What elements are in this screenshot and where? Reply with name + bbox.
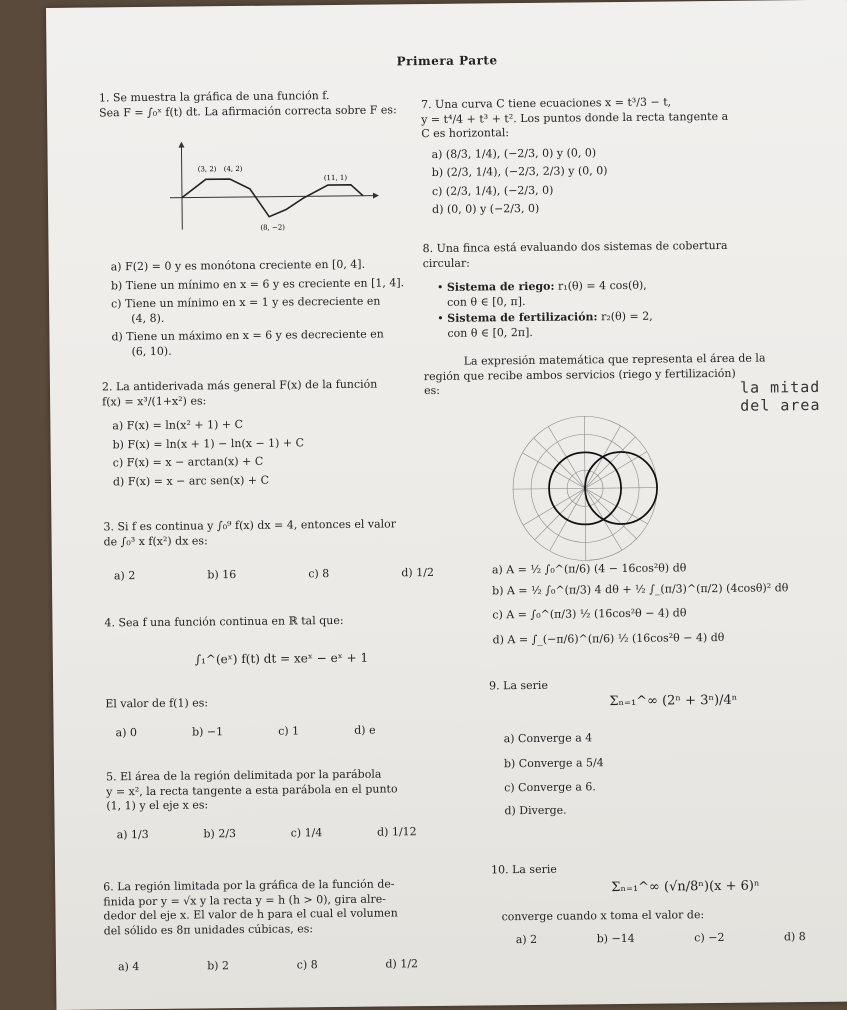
q5-option-a[interactable]: a) 1/3 xyxy=(116,827,149,841)
q7-stem-2: y = t⁴/4 + t³ + t². Los puntos donde la recta tangente a xyxy=(421,109,729,126)
q6-option-b[interactable]: b) 2 xyxy=(207,959,230,973)
q6-stem: 6. La región limitada por la gráfica de la función de- xyxy=(103,877,395,894)
question-10 xyxy=(491,860,822,947)
handwritten-line-1: la mitad xyxy=(739,377,821,397)
q8-expression-prompt-3: es: xyxy=(423,383,440,398)
q8-fertilizacion: • Sistema de fertilización: r₂(θ) = 2, xyxy=(437,309,653,325)
q4-option-d[interactable]: d) e xyxy=(354,723,376,737)
fraction: 1/4 xyxy=(304,825,323,839)
q2-option-a[interactable]: a) F(x) = ln(x² + 1) + C xyxy=(112,417,244,433)
point-label: (11, 1) xyxy=(323,173,348,183)
question-6 xyxy=(103,877,449,975)
point-label: (3, 2) xyxy=(197,165,217,174)
fraction: 2/3 xyxy=(218,826,237,840)
q7-option-d[interactable]: d) (0, 0) y (−2/3, 0) xyxy=(432,201,540,216)
fraction: 1/12 xyxy=(391,824,417,838)
q8-fertilizacion-domain: con θ ∈ [0, 2π]. xyxy=(447,325,533,340)
question-9 xyxy=(489,676,820,818)
question-4 xyxy=(104,613,445,741)
q4-option-c[interactable]: c) 1 xyxy=(278,723,300,738)
q9-option-d[interactable]: d) Diverge. xyxy=(504,803,567,817)
fraction: 1/2 xyxy=(416,565,434,580)
q8-riego: • Sistema de riego: r₁(θ) = 4 cos(θ), xyxy=(436,278,647,294)
q5-stem: 5. El área de la región delimitada por la parábola xyxy=(105,767,382,784)
exam-sheet xyxy=(46,0,847,1010)
q6-option-a[interactable]: a) 4 xyxy=(117,960,140,974)
q4-stem: 4. Sea f una función continua en ℝ tal que: xyxy=(104,613,344,630)
q3-option-d[interactable]: d) 1/2 xyxy=(401,565,434,580)
q10-option-c[interactable]: c) −2 xyxy=(694,930,725,944)
q1-option-d[interactable]: d) Tiene un máximo en x = 6 y es decreciente en xyxy=(111,327,384,344)
q9-option-b[interactable]: b) Converge a 5/4 xyxy=(503,755,604,770)
q8-expression-prompt: La expresión matemática que representa el área de la xyxy=(463,351,766,368)
q8-option-a[interactable]: a) A = ½ ∫₀^(π/6) (4 − 16cos²θ) dθ xyxy=(491,561,687,577)
question-8 xyxy=(422,238,804,398)
q8-expression-prompt-2: región que recibe ambos servicios (riego y fertilización) xyxy=(423,366,736,383)
q3-option-c[interactable]: c) 8 xyxy=(308,567,330,581)
q1-option-a[interactable]: a) F(2) = 0 y es monótona creciente en [0, 4]. xyxy=(110,257,366,274)
q3-stem-2: de ∫₀³ x f(x²) dx es: xyxy=(103,533,208,548)
handwritten-line-2: del area xyxy=(740,395,821,415)
q9-series: Σₙ₌₁^∞ (2ⁿ + 3ⁿ)/4ⁿ xyxy=(609,692,738,709)
polar-grid-diagram xyxy=(502,403,684,575)
q5-option-b[interactable]: b) 2/3 xyxy=(203,826,237,840)
q10-stem: 10. La serie xyxy=(490,862,557,877)
q2-option-b[interactable]: b) F(x) = ln(x + 1) − ln(x − 1) + C xyxy=(112,435,305,451)
q6-stem-3: dedor del eje x. El valor de h para el cual el volumen xyxy=(103,906,398,923)
q7-option-b[interactable]: b) (2/3, 1/4), (−2/3, 2/3) y (0, 0) xyxy=(431,164,608,179)
q5-stem-3: (1, 1) y el eje x es: xyxy=(106,798,209,813)
question-3 xyxy=(103,517,444,584)
q10-tail: converge cuando x toma el valor de: xyxy=(501,908,705,924)
page-title: Primera Parte xyxy=(396,53,498,69)
q3-stem: 3. Si f es continua y ∫₀⁹ f(x) dx = 4, entonces el valor xyxy=(103,517,397,534)
fraction: 1/3 xyxy=(130,827,149,841)
q9-stem: 9. La serie xyxy=(489,678,548,693)
q5-stem-2: y = x², la recta tangente a esta parábola en el punto xyxy=(106,781,398,798)
q6-stem-4: del sólido es 8π unidades cúbicas, es: xyxy=(103,921,314,937)
q7-stem-3: C es horizontal: xyxy=(421,126,510,141)
question-7 xyxy=(421,94,792,217)
q2-stem: 2. La antiderivada más general F(x) de la función xyxy=(101,377,378,394)
q1-function-graph xyxy=(167,139,388,233)
q4-option-a[interactable]: a) 0 xyxy=(115,725,138,739)
q6-stem-2: finida por y = √x y la recta y = h (h > 0), gira alre- xyxy=(103,891,387,908)
q6-option-d[interactable]: d) 1/2 xyxy=(385,957,419,971)
q8-riego-domain: con θ ∈ [0, π]. xyxy=(447,294,526,309)
q1-stem-2: Sea F = ∫₀ˣ f(t) dt. La afirmación correcta sobre F es: xyxy=(99,102,397,119)
q4-option-b[interactable]: b) −1 xyxy=(191,724,224,739)
q5-option-d[interactable]: d) 1/12 xyxy=(376,824,417,839)
q2-stem-2: f(x) = x³/(1+x²) es: xyxy=(102,393,207,408)
x-axis-arrow xyxy=(373,193,379,199)
q8-stem-2: circular: xyxy=(422,256,470,270)
q1-option-d-cont: (6, 10). xyxy=(131,344,172,358)
q5-option-c[interactable]: c) 1/4 xyxy=(290,825,323,839)
q10-option-a[interactable]: a) 2 xyxy=(515,932,538,946)
x-axis xyxy=(170,196,373,198)
q1-option-c-cont: (4, 8). xyxy=(131,311,165,325)
y-axis xyxy=(181,147,182,230)
q3-option-a[interactable]: a) 2 xyxy=(113,569,136,583)
fraction: 5/4 xyxy=(585,755,604,769)
q8-option-d[interactable]: d) A = ∫_(−π/6)^(π/6) ½ (16cos²θ − 4) dθ xyxy=(492,630,725,646)
q10-series: Σₙ₌₁^∞ (√n/8ⁿ)(x + 6)ⁿ xyxy=(611,878,760,895)
q8-options xyxy=(492,560,823,647)
q2-option-d[interactable]: d) F(x) = x − arc sen(x) + C xyxy=(112,473,270,488)
point-label: (4, 2) xyxy=(223,164,243,174)
point-label: (8, −2) xyxy=(260,223,286,232)
q4-prompt: El valor de f(1) es: xyxy=(105,696,209,711)
q1-option-b[interactable]: b) Tiene un mínimo en x = 6 y es creciente en [1, 4]. xyxy=(110,275,405,292)
fraction: 1/2 xyxy=(400,957,419,971)
q8-option-b[interactable]: b) A = ½ ∫₀^(π/3) 4 dθ + ½ ∫_(π/3)^(π/2) (4cosθ)² dθ xyxy=(492,580,789,597)
y-axis-arrow xyxy=(178,142,184,148)
q9-option-a[interactable]: a) Converge a 4 xyxy=(503,731,593,746)
q10-option-b[interactable]: b) −14 xyxy=(596,931,635,945)
q6-option-c[interactable]: c) 8 xyxy=(296,958,318,972)
q1-option-c[interactable]: c) Tiene un mínimo en x = 1 y es decreciente en xyxy=(111,294,381,311)
q3-option-b[interactable]: b) 16 xyxy=(207,568,237,582)
question-5 xyxy=(106,767,447,843)
q8-stem: 8. Una finca está evaluando dos sistemas de cobertura xyxy=(422,238,728,256)
handwritten-note xyxy=(740,378,821,415)
q8-option-c[interactable]: c) A = ∫₀^(π/3) ½ (16cos²θ − 4) dθ xyxy=(492,606,687,622)
q10-option-d[interactable]: d) 8 xyxy=(783,929,806,943)
q1-stem: 1. Se muestra la gráfica de una función f. xyxy=(98,89,330,105)
q2-option-c[interactable]: c) F(x) = x − arctan(x) + C xyxy=(112,454,264,470)
question-2 xyxy=(102,377,443,490)
q7-option-a[interactable]: a) (8/3, 1/4), (−2/3, 0) y (0, 0) xyxy=(431,145,597,161)
q7-option-c[interactable]: c) (2/3, 1/4), (−2/3, 0) xyxy=(431,183,554,198)
q4-equation: ∫₁^(eˣ) f(t) dt = xeˣ − eˣ + 1 xyxy=(194,650,369,666)
q7-stem: 7. Una curva C tiene ecuaciones x = t³/3 − t, xyxy=(420,95,672,112)
q9-option-c[interactable]: c) Converge a 6. xyxy=(504,780,596,795)
